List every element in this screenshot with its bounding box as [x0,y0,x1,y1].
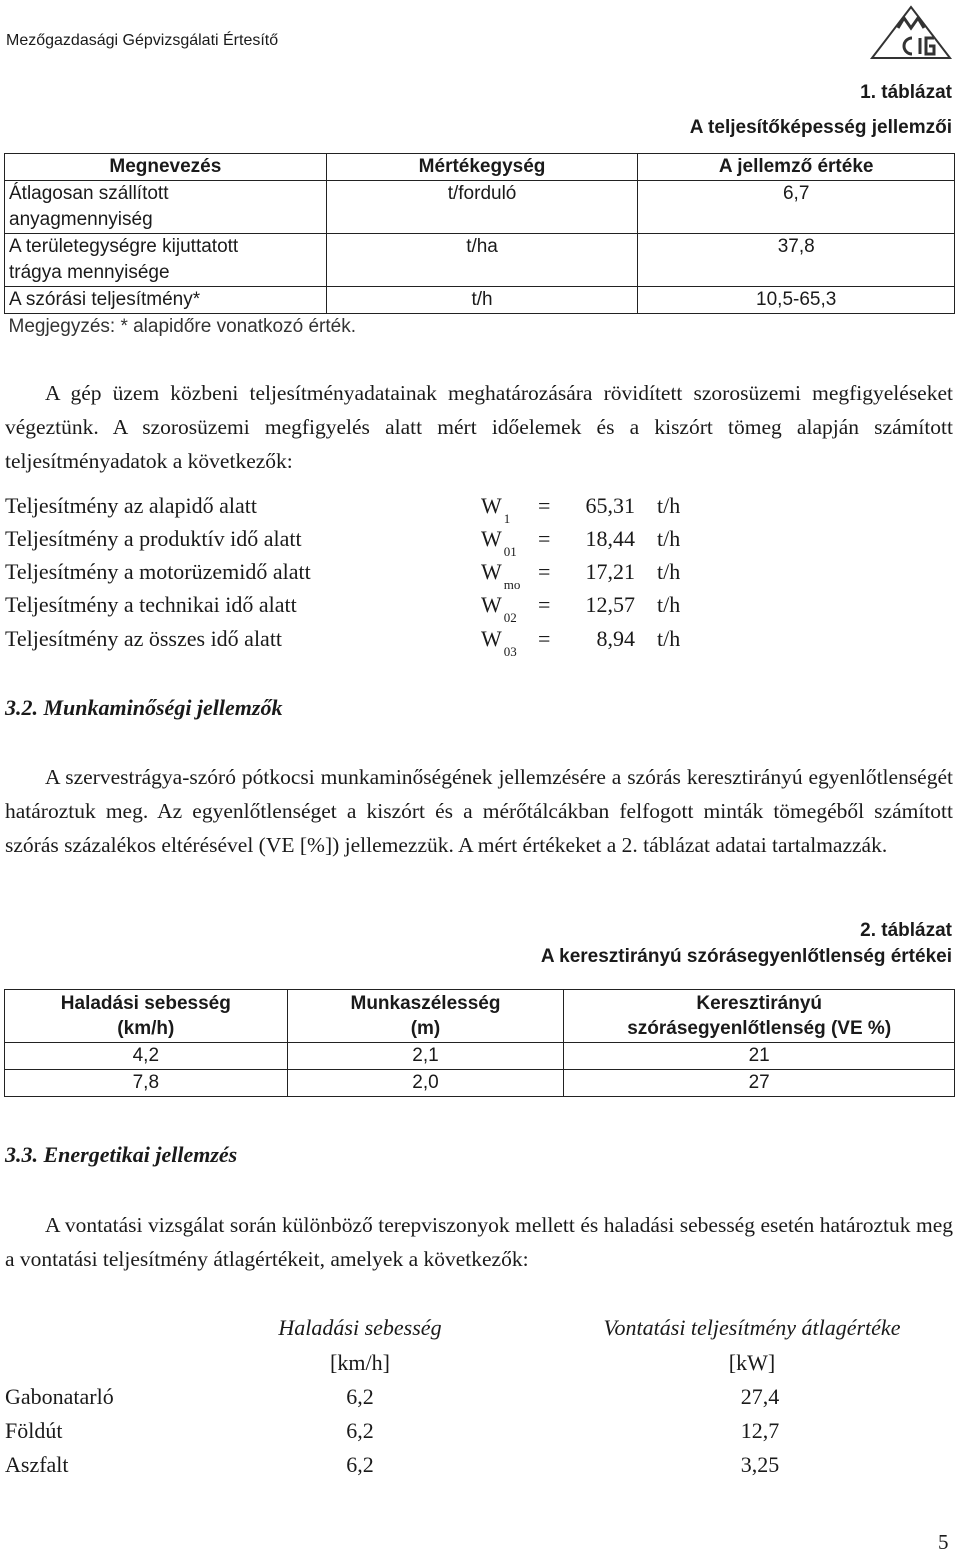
row-value: 6,7 [638,181,955,234]
column-header-line: (m) [410,1018,441,1039]
symbol-letter: W [481,626,502,651]
column-header: A jellemző értéke [638,154,955,181]
equals-sign: = [538,626,551,651]
column-header-line: Munkaszélesség [350,993,501,1014]
traction-row [5,1384,945,1418]
speed-column-header: Haladási sebesség [278,1315,442,1340]
traction-row [5,1418,945,1452]
performance-value: 8,94 [596,626,635,651]
table-cell: 4,2 [5,1043,288,1070]
column-header-line: szórásegyenlőtlenség (VE %) [627,1018,892,1039]
table-note-row [5,314,955,341]
column-header: Megnevezés [5,154,327,181]
row-unit: t/ha [326,234,638,287]
symbol-subscript: 1 [503,511,511,526]
row-value: 37,8 [638,234,955,287]
table-cell: 27 [564,1070,955,1097]
table-cell: 2,1 [287,1043,564,1070]
column-header [287,990,564,1043]
table-row [5,234,955,287]
row-value: 10,5-65,3 [638,287,955,314]
performance-value: 17,21 [585,559,635,584]
equals-sign: = [538,526,551,551]
section-paragraph: A szervestrágya-szóró pótkocsi munkaminőségének jellemzésére a szórás keresztirányú egyenlőtlenségét határoztuk meg. Az egyenlőtlenséget a kiszórt és a mérőtálcákban felfogott minták tömegéből számított szórás százalékos eltérésével (VE [%]) jellemezzük. A mért értékeket a 2. táblázat adatai tartalmazzák. [5,765,953,857]
table-cell: 7,8 [5,1070,288,1097]
power-column-header: Vontatási teljesítmény átlagértéke [603,1315,901,1340]
table-row [5,1043,955,1070]
table1-title: A teljesítőképesség jellemzői [689,117,952,138]
power-value: 27,4 [740,1384,780,1409]
performance-value: 65,31 [585,493,635,518]
row-name [5,181,327,234]
table-row [5,1070,955,1097]
speed-value: 6,2 [346,1384,374,1409]
performance-symbol [481,493,511,526]
performance-symbol [481,526,517,559]
power-column-unit: [kW] [728,1350,776,1375]
row-unit: t/h [326,287,638,314]
symbol-subscript: 02 [503,610,517,625]
row-unit: t/forduló [326,181,638,234]
section-heading: 3.2. Munkaminőségi jellemzők [5,695,283,720]
column-header [5,990,288,1043]
symbol-letter: W [481,493,502,518]
table-cell: 21 [564,1043,955,1070]
performance-label: Teljesítmény a produktív idő alatt [5,526,302,551]
terrain-name: Földút [5,1418,63,1443]
row-name-line: Átlagosan szállított [9,183,169,204]
page-header [0,0,960,70]
intro-paragraph: A gép üzem közbeni teljesítményadatainak meghatározására rövidített szorosüzemi megfigyeléseket végeztünk. A szorosüzemi megfigyelés alatt mért időelemek és a kiszórt tömeg alapján számított teljesítményadatok a következők: [5,381,953,473]
performance-label: Teljesítmény az alapidő alatt [5,493,257,518]
performance-unit: t/h [657,592,681,617]
column-header [564,990,955,1043]
table-row [5,181,955,234]
performance-label: Teljesítmény a motorüzemidő alatt [5,559,311,584]
row-name-line: anyagmennyiség [9,209,153,230]
symbol-letter: W [481,592,502,617]
mgi-logo-icon [868,4,954,62]
performance-symbol [481,592,517,625]
symbol-subscript: 03 [503,644,517,659]
row-name [5,234,327,287]
terrain-name: Gabonatarló [5,1384,114,1409]
performance-unit: t/h [657,493,681,518]
performance-unit: t/h [657,559,681,584]
table-header-row [5,154,955,181]
performance-table [4,153,955,340]
performance-symbol [481,626,517,659]
symbol-subscript: mo [503,577,521,592]
section-paragraph: A vontatási vizsgálat során különböző terepviszonyok mellett és haladási sebesség esetén határoztuk meg a vontatási teljesítmény átlagértékeit, amelyek a következők: [5,1213,953,1271]
row-name-line: A területegységre kijuttatott [9,236,239,257]
column-header-line: (km/h) [117,1018,175,1039]
page-number: 5 [938,1530,949,1554]
performance-label: Teljesítmény a technikai idő alatt [5,592,297,617]
table-header-row [5,990,955,1043]
power-value: 3,25 [740,1452,780,1477]
terrain-name: Aszfalt [5,1452,69,1477]
equals-sign: = [538,493,551,518]
column-header-line: Keresztirányú [696,993,823,1014]
equals-sign: = [538,559,551,584]
performance-label: Teljesítmény az összes idő alatt [5,626,283,651]
performance-unit: t/h [657,626,681,651]
symbol-letter: W [481,559,502,584]
speed-value: 6,2 [346,1418,374,1443]
row-name-line: trágya mennyisége [9,262,170,283]
uniformity-table [4,989,955,1097]
performance-symbol [481,559,521,592]
table1-number: 1. táblázat [860,82,952,103]
traction-row [5,1452,945,1486]
speed-column-unit: [km/h] [330,1350,390,1375]
performance-unit: t/h [657,526,681,551]
table-cell: 2,0 [287,1070,564,1097]
table-row [5,287,955,314]
column-header-line: Haladási sebesség [60,993,231,1014]
journal-title: Mezőgazdasági Gépvizsgálati Értesítő [6,32,279,49]
section-heading: 3.3. Energetikai jellemzés [5,1142,238,1167]
symbol-letter: W [481,526,502,551]
symbol-subscript: 01 [503,544,517,559]
table-note: Megjegyzés: * alapidőre vonatkozó érték. [8,316,356,337]
row-name: A szórási teljesítmény* [5,287,327,314]
table2-number: 2. táblázat [860,920,952,941]
speed-value: 6,2 [346,1452,374,1477]
performance-value: 18,44 [585,526,635,551]
column-header: Mértékegység [326,154,638,181]
table2-title: A keresztirányú szórásegyenlőtlenség értékei [540,946,952,967]
power-value: 12,7 [740,1418,780,1443]
equals-sign: = [538,592,551,617]
performance-value: 12,57 [585,592,635,617]
